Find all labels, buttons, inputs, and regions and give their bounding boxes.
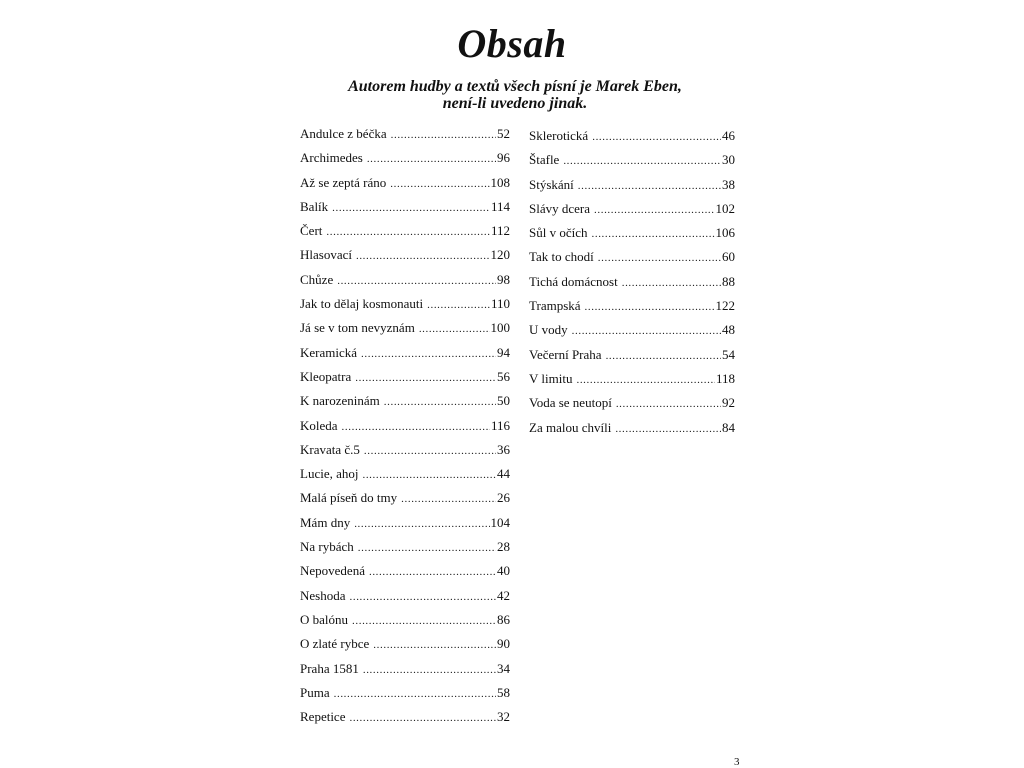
- toc-entry: [300, 466, 510, 490]
- toc-dot-leader: [598, 252, 721, 264]
- toc-dot-leader: [349, 712, 496, 724]
- toc-entry-title: Stýskání: [529, 176, 574, 192]
- toc-entry-page: 50: [497, 393, 510, 409]
- toc-entry-page: 58: [497, 684, 510, 700]
- toc-entry-page: 26: [497, 490, 510, 506]
- subtitle-line-2: není-li uvedeno jinak.: [442, 95, 588, 112]
- toc-entry-page: 38: [722, 176, 735, 192]
- toc-entry-title: Koleda: [300, 417, 338, 433]
- toc-entry: [300, 175, 510, 199]
- page-title: Obsah: [457, 21, 567, 66]
- toc-entry-page: 108: [490, 174, 510, 190]
- toc-entry: [529, 298, 735, 322]
- toc-entry-title: Balík: [300, 198, 329, 214]
- toc-entry-title: O zlaté rybce: [300, 636, 370, 652]
- toc-entry-title: Lucie, ahoj: [300, 466, 359, 482]
- toc-dot-leader: [352, 615, 496, 627]
- toc-entry-page: 116: [490, 417, 510, 433]
- toc-dot-leader: [622, 277, 721, 289]
- toc-entry: [529, 322, 735, 346]
- toc-entry-title: Štafle: [529, 152, 560, 168]
- toc-entry-title: V limitu: [529, 370, 573, 386]
- toc-dot-leader: [606, 350, 721, 362]
- toc-entry-title: Kravata č.5: [300, 441, 360, 457]
- toc-entry-page: 106: [715, 225, 735, 241]
- toc-entry-title: Já se v tom nevyznám: [300, 320, 415, 336]
- toc-entry: [529, 420, 735, 444]
- toc-entry: [300, 563, 510, 587]
- toc-dot-leader: [592, 131, 721, 143]
- toc-entry-page: 46: [722, 128, 735, 143]
- toc-entry-page: 42: [497, 587, 510, 603]
- toc-dot-leader: [373, 639, 496, 651]
- toc-entry-page: 48: [722, 322, 735, 338]
- toc-entry-title: Čert: [300, 223, 323, 239]
- toc-entry: [300, 320, 510, 344]
- toc-entry: [300, 369, 510, 393]
- toc-dot-leader: [369, 566, 496, 578]
- toc-entry: [300, 709, 510, 733]
- toc-dot-leader: [355, 372, 496, 384]
- toc-entry: [529, 395, 735, 419]
- toc-entry-title: Jak to dělaj kosmonauti: [300, 296, 424, 312]
- toc-entry-title: O balónu: [300, 611, 349, 627]
- toc-entry-page: 118: [715, 370, 735, 386]
- toc-entry-page: 28: [497, 539, 510, 555]
- toc-entry-title: Nepovedená: [300, 563, 365, 579]
- toc-entry-page: 60: [722, 249, 735, 265]
- toc-entry-title: Malá píseň do tmy: [300, 490, 398, 506]
- toc-entry-page: 96: [497, 150, 510, 166]
- toc-entry: [529, 249, 735, 273]
- toc-entry: [300, 588, 510, 612]
- toc-dot-leader: [332, 202, 490, 214]
- toc-entry: [300, 418, 510, 442]
- toc-column-left: [300, 126, 510, 733]
- toc-entry-page: 32: [497, 709, 510, 725]
- toc-entry: [300, 442, 510, 466]
- toc-dot-leader: [337, 275, 496, 287]
- toc-entry-title: Slávy dcera: [529, 200, 591, 216]
- toc-entry: [529, 225, 735, 249]
- toc-entry: [300, 247, 510, 271]
- subtitle: [300, 78, 730, 112]
- toc-entry-page: 98: [497, 271, 510, 287]
- toc-dot-leader: [592, 228, 715, 240]
- toc-dot-leader: [401, 493, 496, 505]
- toc-column-right: [529, 128, 735, 444]
- toc-entry: [529, 274, 735, 298]
- toc-dot-leader: [390, 178, 489, 190]
- toc-entry-title: Andulce z béčka: [300, 126, 387, 141]
- toc-entry-title: Tak to chodí: [529, 249, 594, 265]
- toc-entry: [529, 177, 735, 201]
- toc-entry: [300, 345, 510, 369]
- toc-entry-page: 120: [490, 247, 510, 263]
- toc-entry-title: Na rybách: [300, 539, 354, 555]
- toc-dot-leader: [576, 374, 715, 386]
- toc-entry-title: Neshoda: [300, 587, 346, 603]
- toc-entry-title: Sklerotická: [529, 128, 589, 143]
- toc-dot-leader: [363, 664, 496, 676]
- toc-entry: [529, 128, 735, 152]
- toc-entry: [529, 371, 735, 395]
- toc-entry-page: 88: [722, 273, 735, 289]
- toc-entry: [300, 636, 510, 660]
- toc-entry: [529, 152, 735, 176]
- toc-dot-leader: [362, 469, 496, 481]
- toc-dot-leader: [350, 591, 497, 603]
- toc-dot-leader: [616, 398, 721, 410]
- toc-entry-title: Keramická: [300, 344, 358, 360]
- toc-entry-title: Večerní Praha: [529, 346, 602, 362]
- toc-entry-title: Repetice: [300, 709, 346, 725]
- toc-entry: [300, 199, 510, 223]
- toc-entry-page: 110: [490, 296, 510, 312]
- toc-entry-title: Trampská: [529, 298, 581, 314]
- toc-entry-page: 100: [490, 320, 510, 336]
- toc-entry: [300, 515, 510, 539]
- toc-entry: [529, 201, 735, 225]
- toc-entry-title: U vody: [529, 322, 568, 338]
- toc-entry-page: 36: [497, 441, 510, 457]
- toc-dot-leader: [361, 348, 496, 360]
- toc-entry: [300, 612, 510, 636]
- toc-entry: [300, 126, 510, 150]
- toc-entry-page: 114: [490, 198, 510, 214]
- toc-dot-leader: [354, 518, 489, 530]
- toc-entry-title: Voda se neutopí: [529, 395, 612, 411]
- toc-dot-leader: [342, 421, 490, 433]
- toc-entry-page: 40: [497, 563, 510, 579]
- toc-entry-title: Za malou chvíli: [529, 419, 612, 435]
- toc-entry: [300, 661, 510, 685]
- toc-entry-title: Až se zeptá ráno: [300, 174, 387, 190]
- toc-entry-page: 92: [722, 395, 735, 411]
- page-number: 3: [734, 756, 740, 768]
- toc-entry: [300, 223, 510, 247]
- toc-entry: [300, 272, 510, 296]
- toc-dot-leader: [326, 226, 490, 238]
- toc-entry: [300, 490, 510, 514]
- toc-entry-title: Puma: [300, 684, 330, 700]
- toc-entry-page: 84: [722, 419, 735, 435]
- toc-entry-title: Chůze: [300, 271, 334, 287]
- toc-entry: [529, 347, 735, 371]
- toc-dot-leader: [419, 323, 490, 335]
- toc-entry-title: Mám dny: [300, 514, 351, 530]
- toc-entry-page: 56: [497, 368, 510, 384]
- toc-entry-page: 30: [722, 152, 735, 168]
- toc-entry-title: Praha 1581: [300, 660, 359, 676]
- toc-entry: [300, 685, 510, 709]
- toc-entry: [300, 296, 510, 320]
- toc-dot-leader: [572, 325, 721, 337]
- toc-dot-leader: [367, 153, 496, 165]
- toc-entry-page: 102: [715, 200, 735, 216]
- toc-entry: [300, 150, 510, 174]
- toc-dot-leader: [427, 299, 490, 311]
- toc-entry-page: 112: [490, 223, 510, 239]
- toc-dot-leader: [358, 542, 496, 554]
- toc-dot-leader: [356, 250, 490, 262]
- toc-entry-title: Archimedes: [300, 150, 363, 166]
- toc-dot-leader: [578, 180, 721, 192]
- subtitle-line-1: Autorem hudby a textů všech písní je Marek Eben,: [348, 78, 682, 95]
- toc-entry: [300, 393, 510, 417]
- toc-entry-page: 54: [722, 346, 735, 362]
- toc-entry-page: 34: [497, 660, 510, 676]
- toc-entry-page: 104: [490, 514, 510, 530]
- toc-entry-page: 86: [497, 611, 510, 627]
- toc-dot-leader: [384, 396, 496, 408]
- toc-entry-title: Kleopatra: [300, 368, 352, 384]
- toc-entry-title: Sůl v očích: [529, 225, 588, 241]
- toc-dot-leader: [594, 204, 714, 216]
- toc-entry-title: K narozeninám: [300, 393, 380, 409]
- toc-entry-page: 52: [497, 126, 510, 141]
- toc-entry-title: Hlasovací: [300, 247, 352, 263]
- toc-entry: [300, 539, 510, 563]
- toc-dot-leader: [334, 688, 496, 700]
- toc-entry-page: 94: [497, 344, 510, 360]
- toc-entry-page: 44: [497, 466, 510, 482]
- toc-dot-leader: [585, 301, 715, 313]
- toc-entry-page: 122: [715, 298, 735, 314]
- toc-dot-leader: [615, 423, 721, 435]
- toc-dot-leader: [563, 155, 721, 167]
- toc-entry-title: Tichá domácnost: [529, 273, 618, 289]
- toc-dot-leader: [364, 445, 496, 457]
- toc-entry-page: 90: [497, 636, 510, 652]
- toc-dot-leader: [391, 129, 496, 141]
